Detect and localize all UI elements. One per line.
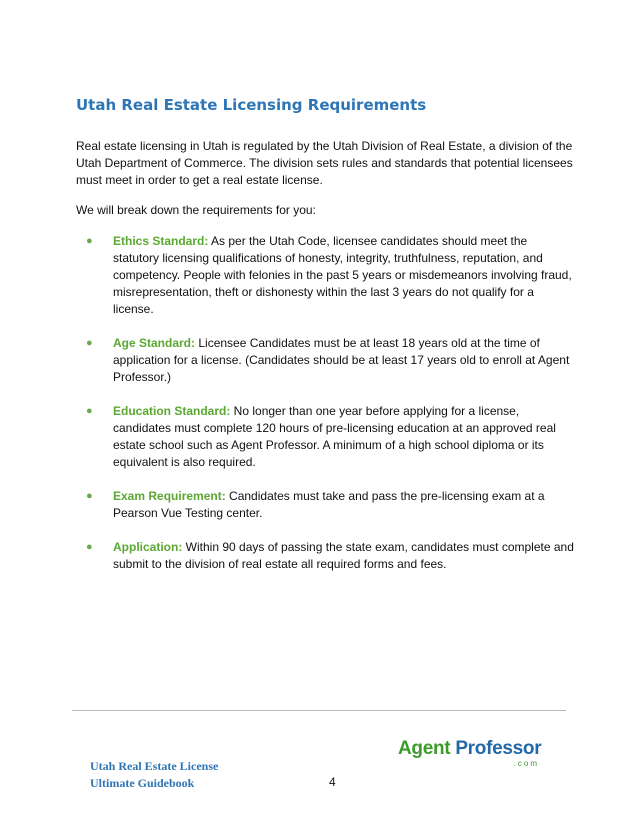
footer-divider [72,710,566,711]
requirement-text: As per the Utah Code, licensee candidates should meet the statutory licensing qualifications of honesty, integrity, truthfulness, reputation, and competency. People with felonies in the past 5 years or misdemeanors involving fraud, misrepresentation, theft or dishonesty within the last 3 years do not qualify for a license. [113,234,572,316]
lead-sentence: We will break down the requirements for you: [76,203,316,217]
footer-title-line1: Utah Real Estate License [90,759,219,773]
requirement-text: Licensee Candidates must be at least 18 years old at the time of application for a license. (Candidates should be at least 17 years old to enroll at Agent Professor.) [113,336,570,384]
requirement-label: Exam Requirement: [113,489,226,503]
requirement-text: No longer than one year before applying for a license, candidates must complete 120 hours of pre-licensing education at an approved real estate school such as Agent Professor. A minimum of a high school diploma or its equivalent is also required. [113,404,556,469]
requirement-label: Age Standard: [113,336,196,350]
requirement-education [76,403,576,471]
logo-agent-text: Agent [398,738,451,759]
footer-title-line2: Ultimate Guidebook [90,776,195,790]
requirement-label: Education Standard: [113,404,231,418]
requirement-text: Within 90 days of passing the state exam, candidates must complete and submit to the division of real estate all required forms and fees. [113,540,574,571]
requirement-exam [76,488,576,522]
bullet-icon: ● [86,235,93,247]
requirement-text: Candidates must take and pass the pre-licensing exam at a Pearson Vue Testing center. [113,489,545,520]
requirement-application [76,539,576,573]
requirement-ethics [76,233,576,318]
logo-wordmark [398,738,541,760]
bullet-icon: ● [86,337,93,349]
requirement-label: Application: [113,540,183,554]
bullet-icon: ● [86,541,93,553]
agent-professor-logo [398,738,543,770]
page-number: 4 [329,775,336,789]
footer-title [90,758,218,792]
bullet-icon: ● [86,405,93,417]
page-title: Utah Real Estate Licensing Requirements [76,96,427,114]
logo-professor-text: Professor [455,738,542,759]
logo-com-text: .com [513,759,539,768]
requirement-age [76,335,576,386]
requirements-list [76,233,576,590]
intro-paragraph: Real estate licensing in Utah is regulated by the Utah Division of Real Estate, a division of the Utah Department of Commerce. The division sets rules and standards that potential licensees must meet in order to get a real estate license. [76,139,573,187]
bullet-icon: ● [86,490,93,502]
requirement-label: Ethics Standard: [113,234,209,248]
